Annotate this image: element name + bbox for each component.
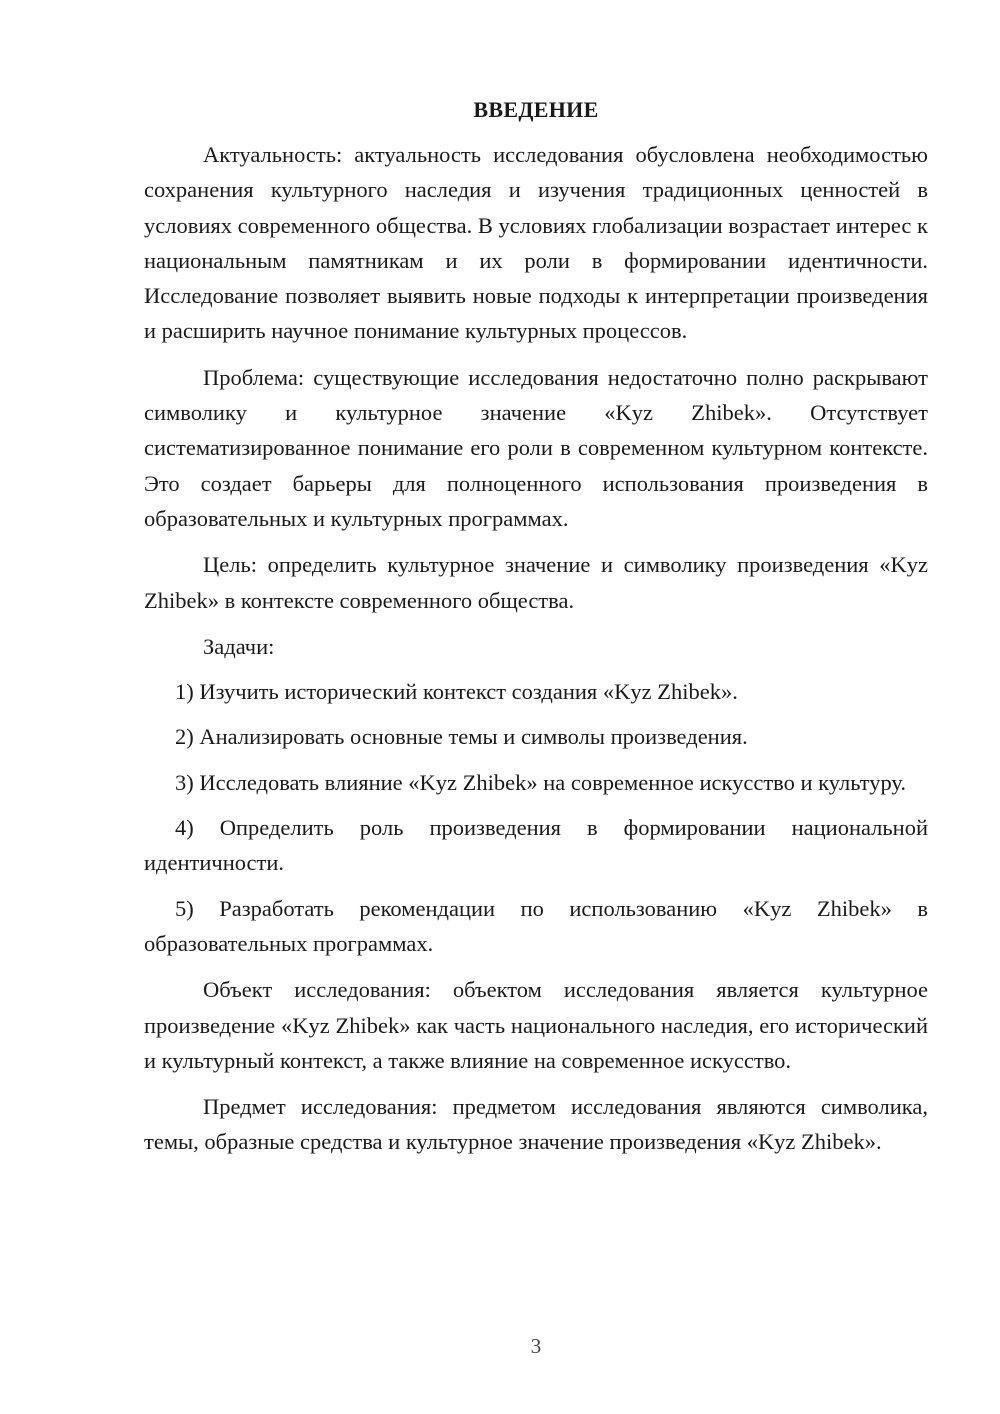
- tasks-heading: Задачи:: [203, 633, 275, 659]
- task-item-4: 4) Определить роль произведения в формировании национальной идентичности.: [144, 815, 928, 876]
- task-item-3: 3) Исследовать влияние «Kyz Zhibek» на современное искусство и культуру.: [175, 769, 907, 795]
- section-title: ВВЕДЕНИЕ: [473, 97, 599, 122]
- paragraph-relevance: Актуальность: актуальность исследования обусловлена необходимостью сохранения культурного наследия и изучения традиционных ценностей в условиях современного общества. В условиях глобализации возрастает интерес к национальным памятникам и их роли в формировании идентичности. Исследование позволяет выявить новые подходы к интерпретации произведения и расширить научное понимание культурных процессов.: [144, 142, 928, 344]
- document-page: [144, 92, 928, 1160]
- paragraph-goal: Цель: определить культурное значение и символику произведения «Kyz Zhibek» в контексте современного общества.: [144, 552, 928, 613]
- paragraph-subject: Предмет исследования: предметом исследования являются символика, темы, образные средства и культурное значение произведения «Kyz Zhibek».: [144, 1094, 928, 1155]
- task-item-2: 2) Анализировать основные темы и символы произведения.: [175, 724, 748, 750]
- task-item-5: 5) Разработать рекомендации по использованию «Kyz Zhibek» в образовательных программах.: [144, 895, 928, 956]
- paragraph-problem: Проблема: существующие исследования недостаточно полно раскрывают символику и культурное значение «Kyz Zhibek». Отсутствует систематизированное понимание его роли в современном культурном контексте. Это создает барьеры для полноценного использования произведения в образовательных и культурных программах.: [144, 364, 928, 531]
- paragraph-object: Объект исследования: объектом исследования является культурное произведение «Kyz Zhibek» как часть национального наследия, его исторический и культурный контекст, а также влияние на современное искусство.: [144, 977, 928, 1073]
- page-number: 3: [530, 1334, 542, 1358]
- task-item-1: 1) Изучить исторический контекст создания «Kyz Zhibek».: [175, 679, 738, 705]
